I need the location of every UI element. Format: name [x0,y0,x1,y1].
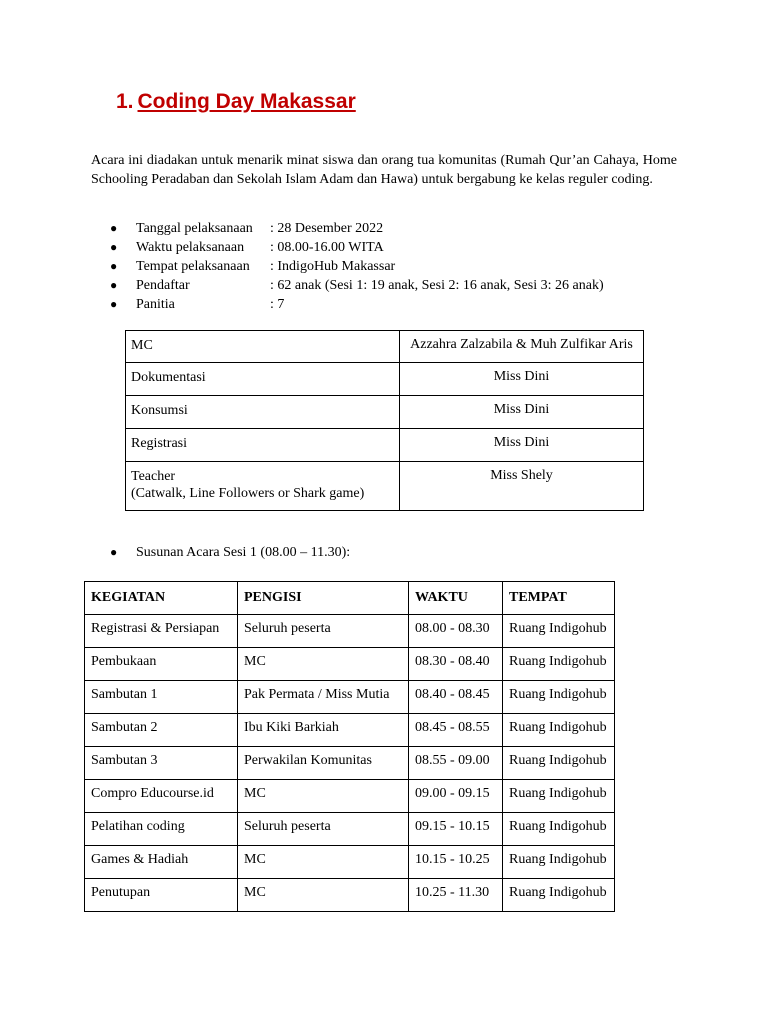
place-cell: Ruang Indigohub [503,879,615,912]
time-cell: 10.25 - 11.30 [409,879,503,912]
presenter-cell: MC [238,648,409,681]
time-cell: 09.15 - 10.15 [409,813,503,846]
fact-label: Tanggal pelaksanaan [136,221,253,236]
presenter-cell: MC [238,846,409,879]
column-header: WAKTU [409,582,503,615]
fact-value: : 62 anak (Sesi 1: 19 anak, Sesi 2: 16 anak, Sesi 3: 26 anak) [270,278,604,293]
presenter-cell: MC [238,780,409,813]
table-row [85,648,615,681]
bullet-icon: ● [110,240,118,254]
role-name: Registrasi [131,436,187,451]
session-label: Susunan Acara Sesi 1 (08.00 – 11.30): [136,545,351,560]
table-row [126,331,644,363]
person-cell: Miss Dini [400,429,644,462]
time-cell: 09.00 - 09.15 [409,780,503,813]
time-cell: 08.30 - 08.40 [409,648,503,681]
presenter-cell: Perwakilan Komunitas [238,747,409,780]
fact-item [110,257,710,276]
table-row [85,615,615,648]
column-header: PENGISI [238,582,409,615]
presenter-cell: Ibu Kiki Barkiah [238,714,409,747]
table-row [85,846,615,879]
fact-item [110,238,710,257]
person-cell: Miss Shely [400,462,644,511]
column-header: KEGIATAN [85,582,238,615]
bullet-icon: ● [110,297,118,311]
presenter-cell: Seluruh peserta [238,615,409,648]
fact-item [110,295,710,314]
bullet-icon: ● [110,259,118,273]
activity-cell: Sambutan 2 [85,714,238,747]
role-note: (Catwalk, Line Followers or Shark game) [131,486,365,501]
person-cell: Azzahra Zalzabila & Muh Zulfikar Aris [400,331,644,363]
role-cell [126,429,400,462]
table-row [85,681,615,714]
place-cell: Ruang Indigohub [503,747,615,780]
activity-cell: Pembukaan [85,648,238,681]
fact-value: : 28 Desember 2022 [270,221,384,236]
section-title: Coding Day Makassar [137,90,356,113]
activity-cell: Registrasi & Persiapan [85,615,238,648]
activity-cell: Penutupan [85,879,238,912]
bullet-icon: ● [110,278,118,292]
fact-item [110,219,710,238]
intro-paragraph: Acara ini diadakan untuk menarik minat siswa dan orang tua komunitas (Rumah Qur’an Cahaya, Home Schooling Peradaban dan Sekolah Islam Adam dan Hawa) untuk bergabung ke kelas reguler coding. [91,153,677,187]
time-cell: 08.55 - 09.00 [409,747,503,780]
committee-table [125,330,644,511]
fact-label: Waktu pelaksanaan [136,240,245,255]
fact-item [110,276,710,295]
time-cell: 08.40 - 08.45 [409,681,503,714]
role-name: Dokumentasi [131,370,206,385]
presenter-cell: Seluruh peserta [238,813,409,846]
time-cell: 10.15 - 10.25 [409,846,503,879]
table-row [85,780,615,813]
presenter-cell: MC [238,879,409,912]
table-row [85,747,615,780]
fact-label: Panitia [136,297,175,312]
time-cell: 08.00 - 08.30 [409,615,503,648]
event-facts-list [110,219,710,314]
fact-label: Pendaftar [136,278,190,293]
role-cell [126,396,400,429]
person-cell: Miss Dini [400,363,644,396]
place-cell: Ruang Indigohub [503,846,615,879]
table-row [126,363,644,396]
place-cell: Ruang Indigohub [503,681,615,714]
role-name: Konsumsi [131,403,188,418]
activity-cell: Sambutan 1 [85,681,238,714]
bullet-icon: ● [110,221,118,235]
place-cell: Ruang Indigohub [503,615,615,648]
role-name: MC [131,338,153,353]
table-row [85,714,615,747]
fact-label: Tempat pelaksanaan [136,259,250,274]
section-heading [116,90,356,114]
role-name: Teacher [131,469,176,484]
presenter-cell: Pak Permata / Miss Mutia [238,681,409,714]
activity-cell: Pelatihan coding [85,813,238,846]
activity-cell: Games & Hadiah [85,846,238,879]
activity-cell: Compro Educourse.id [85,780,238,813]
fact-value: : IndigoHub Makassar [270,259,396,274]
table-header-row [85,582,615,615]
schedule-table [84,581,615,912]
role-cell [126,331,400,363]
bullet-icon: ● [110,545,118,559]
time-cell: 08.45 - 08.55 [409,714,503,747]
place-cell: Ruang Indigohub [503,648,615,681]
place-cell: Ruang Indigohub [503,714,615,747]
table-row [85,813,615,846]
fact-value: : 08.00-16.00 WITA [270,240,384,255]
section-number: 1. [116,90,134,113]
table-row [126,462,644,511]
role-cell [126,462,400,511]
place-cell: Ruang Indigohub [503,780,615,813]
role-cell [126,363,400,396]
table-row [126,396,644,429]
fact-value: : 7 [270,297,285,312]
table-row [85,879,615,912]
table-row [126,429,644,462]
column-header: TEMPAT [503,582,615,615]
place-cell: Ruang Indigohub [503,813,615,846]
person-cell: Miss Dini [400,396,644,429]
activity-cell: Sambutan 3 [85,747,238,780]
